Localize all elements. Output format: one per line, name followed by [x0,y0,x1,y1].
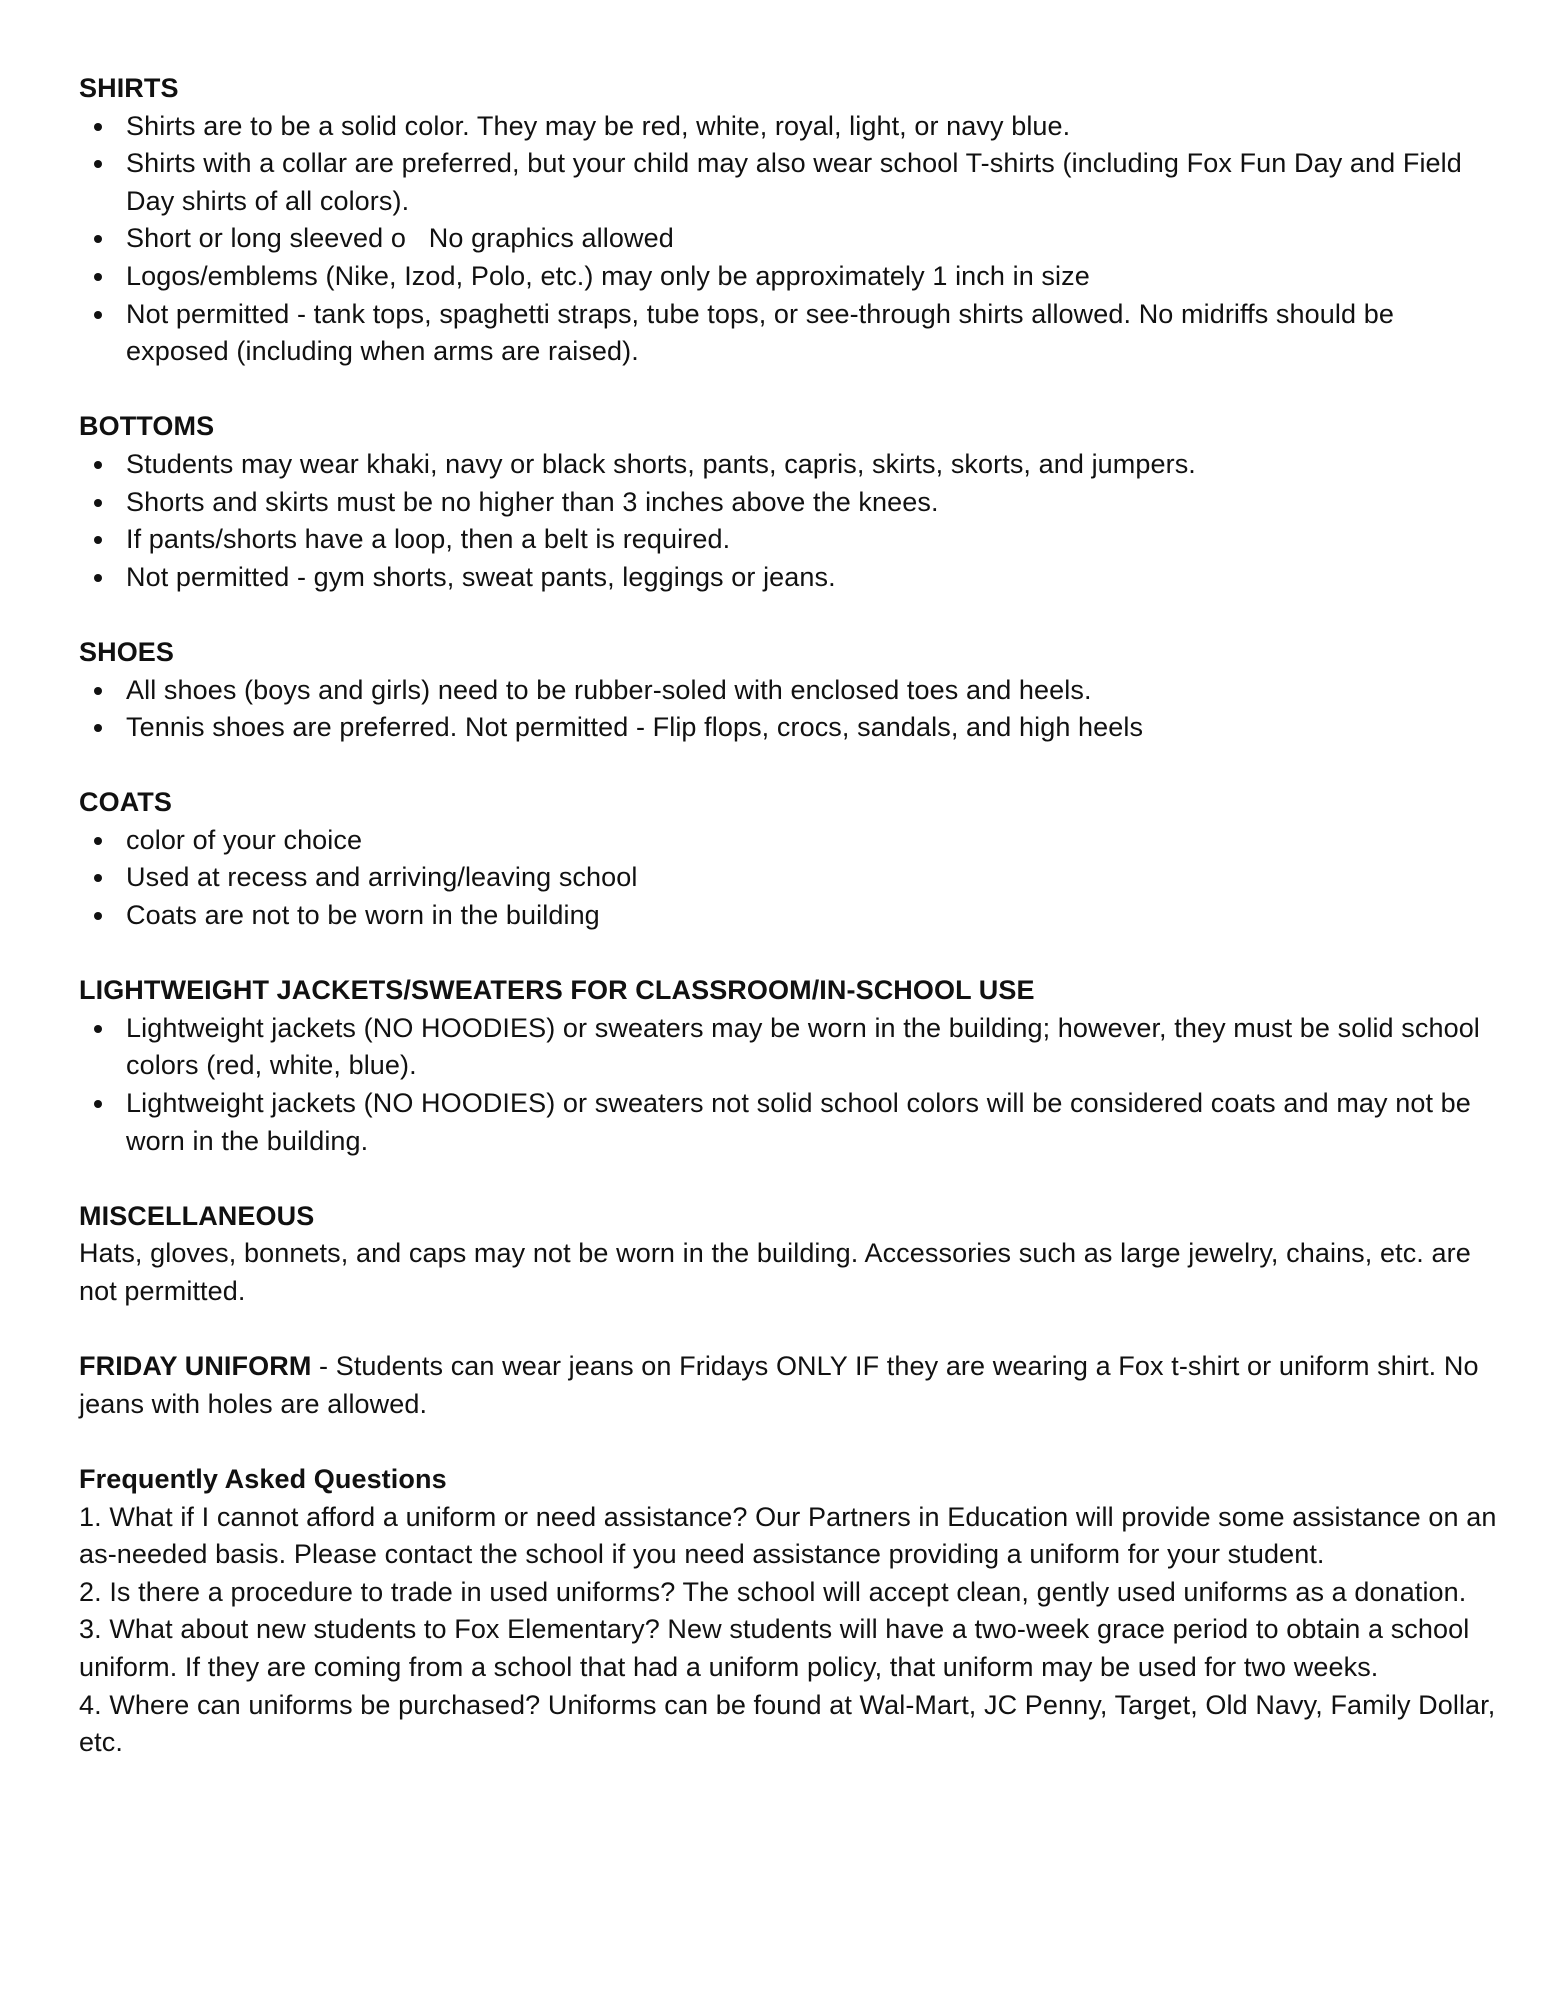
shoes-list [79,672,1499,747]
bullet-icon [94,574,102,582]
faq-item: 2. Is there a procedure to trade in used uniforms? The school will accept clean, gently used uniforms as a donation. [79,1576,1467,1607]
jackets-section [79,972,1499,1160]
bullet-icon [94,123,102,131]
friday-section [79,1348,1499,1423]
list-item: If pants/shorts have a loop, then a belt is required. [79,521,1499,559]
list-item: All shoes (boys and girls) need to be rubber-soled with enclosed toes and heels. [79,672,1499,710]
bullet-icon [94,912,102,920]
shoes-section [79,634,1499,747]
list-item: Shorts and skirts must be no higher than 3 inches above the knees. [79,484,1499,522]
list-item: Lightweight jackets (NO HOODIES) or sweaters not solid school colors will be considered coats and may not be worn in the building. [79,1085,1499,1160]
list-item: Logos/emblems (Nike, Izod, Polo, etc.) may only be approximately 1 inch in size [79,258,1499,296]
list-item: Shirts with a collar are preferred, but your child may also wear school T-shirts (including Fox Fun Day and Field Day shirts of all colors). [79,145,1499,220]
bullet-icon [94,499,102,507]
list-item: color of your choice [79,822,1499,860]
list-item: Not permitted - gym shorts, sweat pants, leggings or jeans. [79,559,1499,597]
jackets-heading: LIGHTWEIGHT JACKETS/SWEATERS FOR CLASSROOM/IN-SCHOOL USE [79,975,1035,1006]
bullet-icon [94,311,102,319]
bullet-icon [94,1025,102,1033]
uniform-policy-document [79,70,1499,1799]
faq-item: 4. Where can uniforms be purchased? Uniforms can be found at Wal-Mart, JC Penny, Target, Old Navy, Family Dollar, etc. [79,1689,1496,1758]
coats-list [79,822,1499,935]
shoes-heading: SHOES [79,636,175,667]
bottoms-list [79,446,1499,596]
list-item: Lightweight jackets (NO HOODIES) or sweaters may be worn in the building; however, they must be solid school colors (red, white, blue). [79,1010,1499,1085]
bullet-icon [94,724,102,732]
bullet-icon [94,160,102,168]
list-item: Coats are not to be worn in the building [79,897,1499,935]
list-item: Tennis shoes are preferred. Not permitted - Flip flops, crocs, sandals, and high heels [79,709,1499,747]
bullet-icon [94,235,102,243]
bullet-icon [94,536,102,544]
bullet-icon [94,687,102,695]
shirts-list [79,108,1499,371]
bullet-icon [94,874,102,882]
coats-heading: COATS [79,787,172,818]
friday-text: - Students can wear jeans on Fridays ONLY IF they are wearing a Fox t-shirt or uniform shirt. No jeans with holes are allowed. [79,1351,1479,1419]
friday-paragraph [79,1348,1499,1423]
bullet-icon [94,461,102,469]
faq-item: 1. What if I cannot afford a uniform or need assistance? Our Partners in Education will provide some assistance on an as-needed basis. Please contact the school if you need assistance providing a uniform for your student. [79,1501,1497,1570]
coats-section [79,784,1499,934]
bottoms-heading: BOTTOMS [79,411,215,442]
friday-heading: FRIDAY UNIFORM [79,1351,312,1382]
misc-section [79,1198,1499,1311]
bottoms-section [79,408,1499,596]
bullet-icon [94,273,102,281]
misc-text: Hats, gloves, bonnets, and caps may not be worn in the building. Accessories such as large jewelry, chains, etc. are not permitted. [79,1238,1471,1306]
list-item: Shirts are to be a solid color. They may be red, white, royal, light, or navy blue. [79,108,1499,146]
list-item: Not permitted - tank tops, spaghetti straps, tube tops, or see-through shirts allowed. No midriffs should be exposed (including when arms are raised). [79,296,1499,371]
list-item: Used at recess and arriving/leaving school [79,859,1499,897]
bullet-icon [94,1100,102,1108]
faq-item: 3. What about new students to Fox Elementary? New students will have a two-week grace period to obtain a school uniform. If they are coming from a school that had a uniform policy, that uniform may be used for two weeks. [79,1614,1470,1682]
jackets-list [79,1010,1499,1160]
list-item: Students may wear khaki, navy or black shorts, pants, capris, skirts, skorts, and jumpers. [79,446,1499,484]
misc-heading: MISCELLANEOUS [79,1200,315,1231]
shirts-section [79,70,1499,371]
shirts-heading: SHIRTS [79,73,179,103]
bullet-icon [94,837,102,845]
faq-section [79,1461,1499,1762]
faq-heading: Frequently Asked Questions [79,1463,447,1494]
list-item: Short or long sleeved o No graphics allowed [79,220,1499,258]
